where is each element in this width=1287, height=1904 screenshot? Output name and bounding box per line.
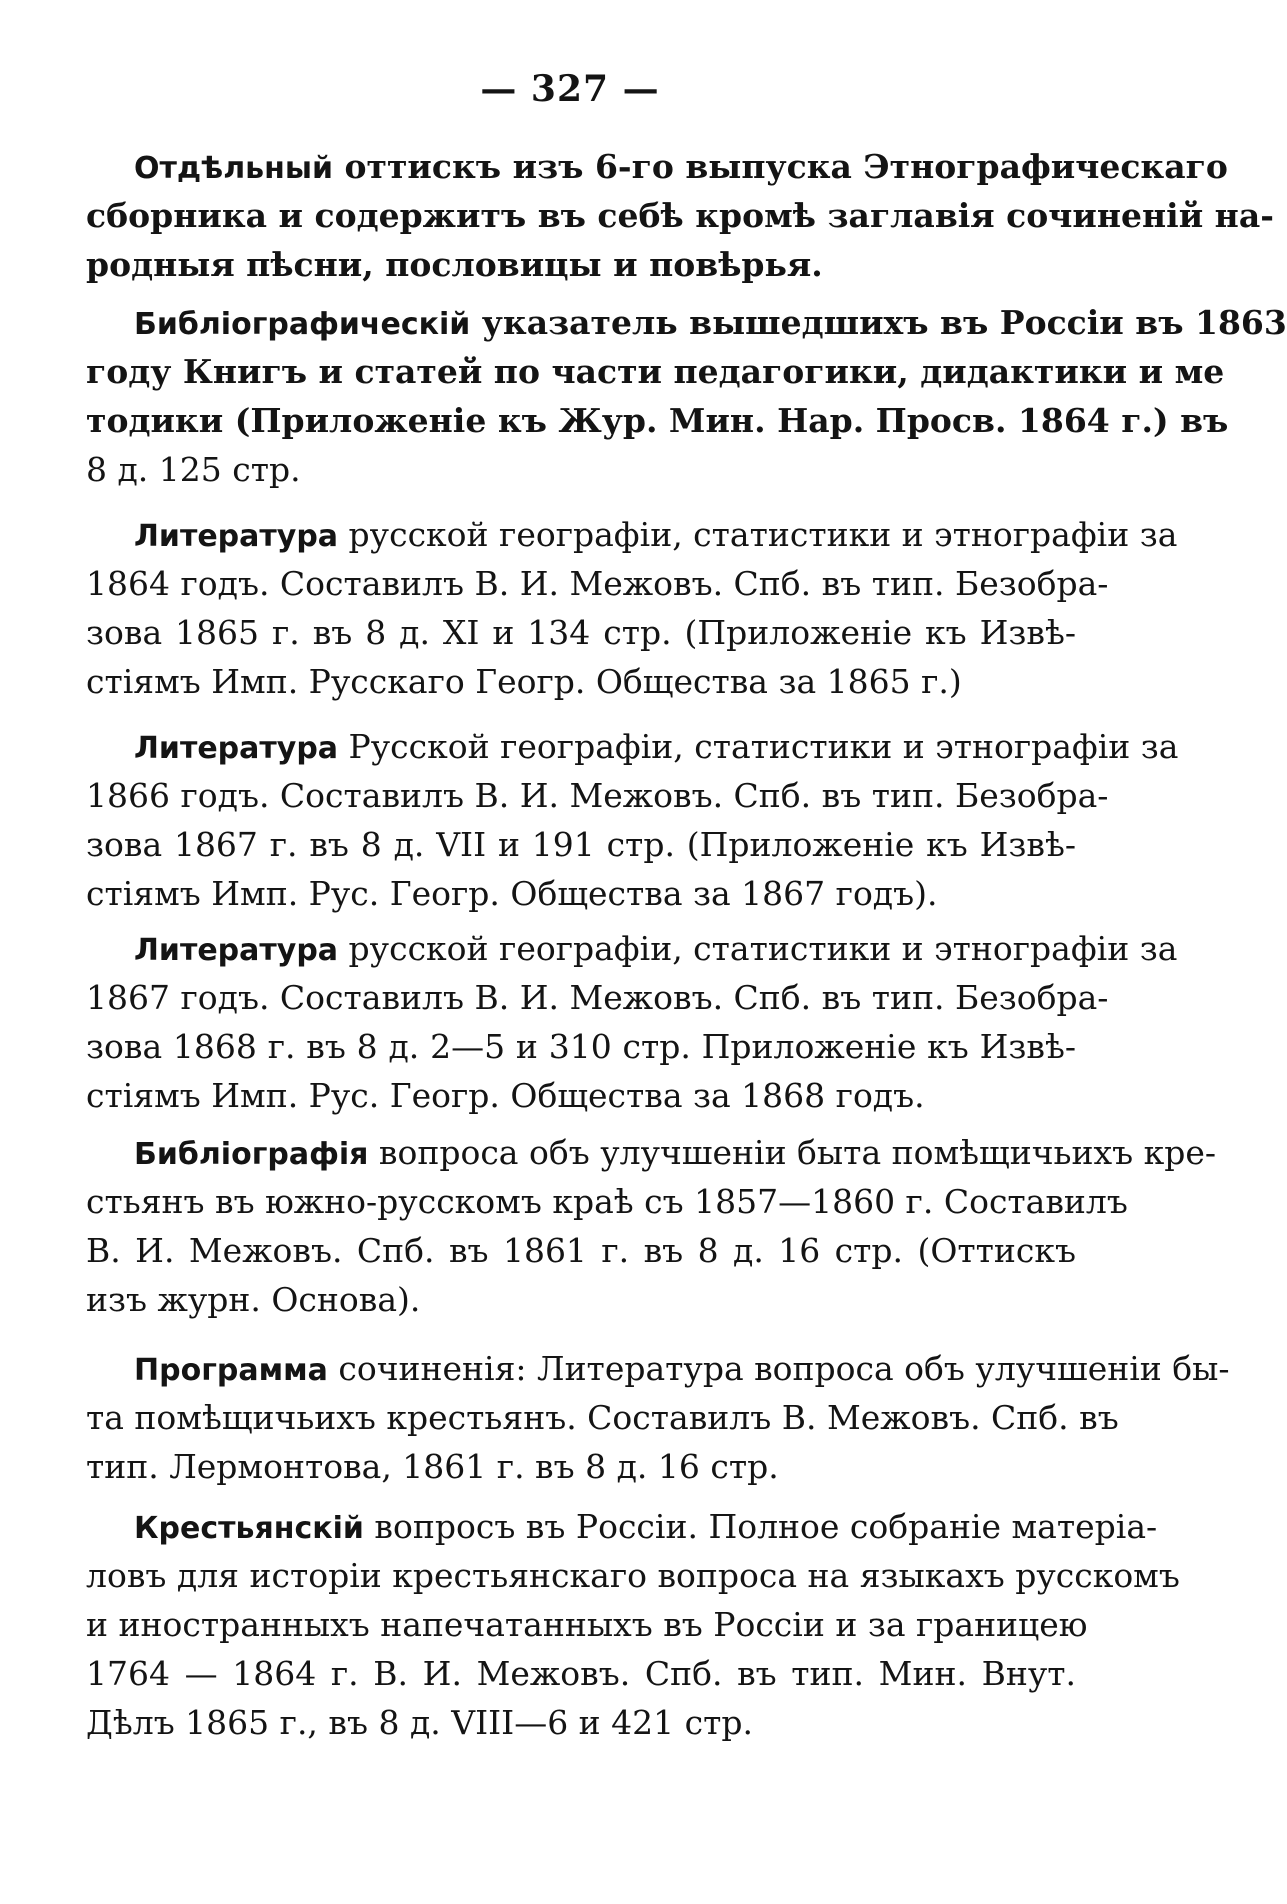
entry-line: Дѣлъ 1865 г., въ 8 д. VIII—6 и 421 стр. bbox=[86, 1703, 753, 1742]
entry-line: Литература русской географіи, статистики и этнографіи за bbox=[134, 515, 1178, 554]
entry-lead-word: Библіографическій bbox=[134, 307, 471, 342]
entry-line: 1864 годъ. Составилъ В. И. Межовъ. Спб. въ тип. Безобра- bbox=[86, 564, 1109, 603]
entry-line: Литература русской географіи, статистики и этнографіи за bbox=[134, 929, 1178, 968]
bibliography-entry bbox=[86, 1502, 1180, 1747]
entry-line: Крестьянскій вопросъ въ Россіи. Полное собраніе матеріа- bbox=[134, 1507, 1158, 1546]
bibliography-entry bbox=[86, 142, 1274, 289]
entry-lead-word: Крестьянскій bbox=[134, 1511, 364, 1546]
entry-line: и иностранныхъ напечатанныхъ въ Россіи и за границею bbox=[86, 1605, 1088, 1644]
entry-line: сборника и содержитъ въ себѣ кромѣ заглавія сочиненій на- bbox=[86, 196, 1274, 235]
entry-line: родныя пѣсни, пословицы и повѣрья. bbox=[86, 245, 823, 284]
entry-line: Библіографическій указатель вышедшихъ въ Россіи въ 1863 bbox=[134, 303, 1287, 342]
entry-line: изъ журн. Основа). bbox=[86, 1280, 421, 1319]
entry-lead-word: Литература bbox=[134, 731, 339, 766]
entry-line: тип. Лермонтова, 1861 г. въ 8 д. 16 стр. bbox=[86, 1447, 779, 1486]
entry-lead-word: Литература bbox=[134, 933, 339, 968]
entry-line: Программа сочиненія: Литература вопроса объ улучшеніи бы- bbox=[134, 1349, 1230, 1388]
entry-line: стіямъ Имп. Русскаго Геогр. Общества за 1865 г.) bbox=[86, 662, 962, 701]
entry-line: стіямъ Имп. Рус. Геогр. Общества за 1868 годъ. bbox=[86, 1076, 925, 1115]
entry-lead-word: Литература bbox=[134, 519, 339, 554]
entry-line: ловъ для исторіи крестьянскаго вопроса на языкахъ русскомъ bbox=[86, 1556, 1180, 1595]
entry-line: та помѣщичьихъ крестьянъ. Составилъ В. Межовъ. Спб. въ bbox=[86, 1398, 1119, 1437]
entry-line: зова 1868 г. въ 8 д. 2—5 и 310 стр. Приложеніе къ Извѣ- bbox=[86, 1027, 1076, 1066]
entry-lead-word: Программа bbox=[134, 1353, 328, 1388]
bibliography-entry bbox=[86, 924, 1178, 1120]
entry-line: В. И. Межовъ. Спб. въ 1861 г. въ 8 д. 16 стр. (Оттискъ bbox=[86, 1231, 1076, 1270]
bibliography-entry bbox=[86, 722, 1179, 918]
entry-line: зова 1867 г. въ 8 д. VII и 191 стр. (Приложеніе къ Извѣ- bbox=[86, 825, 1076, 864]
entry-line: 8 д. 125 стр. bbox=[86, 450, 301, 489]
entry-line: 1866 годъ. Составилъ В. И. Межовъ. Спб. въ тип. Безобра- bbox=[86, 776, 1109, 815]
entry-lead-word: Отдѣльный bbox=[134, 151, 334, 186]
entry-line: Литература Русской географіи, статистики и этнографіи за bbox=[134, 727, 1179, 766]
bibliography-entry bbox=[86, 510, 1178, 706]
entry-line: 1867 годъ. Составилъ В. И. Межовъ. Спб. въ тип. Безобра- bbox=[86, 978, 1109, 1017]
page-number: — 327 — bbox=[480, 68, 660, 110]
entry-line: Отдѣльный оттискъ изъ 6-го выпуска Этнографическаго bbox=[134, 147, 1228, 186]
entry-lead-word: Библіографія bbox=[134, 1137, 369, 1172]
entry-line: стіямъ Имп. Рус. Геогр. Общества за 1867 годъ). bbox=[86, 874, 938, 913]
entry-line: году Книгъ и статей по части педагогики, дидактики и ме bbox=[86, 352, 1225, 391]
entry-line: стьянъ въ южно-русскомъ краѣ съ 1857—1860 г. Составилъ bbox=[86, 1182, 1128, 1221]
bibliography-entry bbox=[86, 1128, 1217, 1324]
bibliography-entry bbox=[86, 298, 1287, 494]
entry-line: Библіографія вопроса объ улучшеніи быта помѣщичьихъ кре- bbox=[134, 1133, 1217, 1172]
bibliography-entry bbox=[86, 1344, 1230, 1491]
entry-line: 1764 — 1864 г. В. И. Межовъ. Спб. въ тип. Мин. Внут. bbox=[86, 1654, 1076, 1693]
entry-line: зова 1865 г. въ 8 д. XI и 134 стр. (Приложеніе къ Извѣ- bbox=[86, 613, 1076, 652]
entry-line: тодики (Приложеніе къ Жур. Мин. Нар. Просв. 1864 г.) въ bbox=[86, 401, 1229, 440]
